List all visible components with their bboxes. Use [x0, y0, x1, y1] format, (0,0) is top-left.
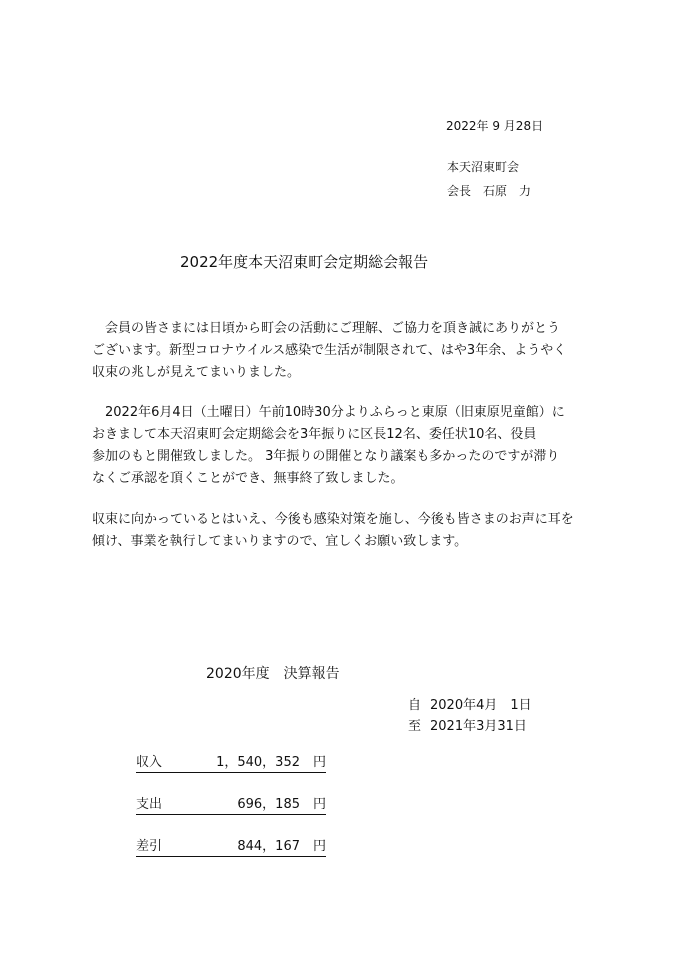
paragraph-line: 2022年6月4日（土曜日）午前10時30分よりふらっと東原（旧東原児童館）に: [92, 405, 565, 420]
income-row: [136, 754, 326, 773]
paragraph-line: 傾け、事業を執行してまいりますので、宜しくお願い致します。: [92, 534, 468, 549]
signatory: 会長 石原 力: [447, 184, 532, 198]
paragraph-closing: [92, 509, 572, 553]
balance-amount: 844，167 円: [237, 839, 326, 854]
period-to-date: 2021年3月31日: [430, 719, 527, 734]
balance-row: [136, 838, 326, 857]
paragraph-line: 参加のもと開催致しました。 3年振りの開催となり議案も多かったのですが滞り: [92, 449, 560, 464]
period-from-date: 2020年4月 1日: [430, 698, 532, 713]
income-label: 収入: [136, 755, 163, 770]
paragraph-line: 収束に向かっているとはいえ、今後も感染対策を施し、今後も皆さまのお声に耳を: [92, 512, 574, 527]
organization-name: 本天沼東町会: [447, 160, 520, 174]
report-title: 2022年度本天沼東町会定期総会報告: [180, 253, 429, 271]
paragraph-line: ございます。新型コロナウイルス感染で生活が制限されて、はや3年余、ようやく: [92, 343, 567, 358]
settlement-title: 2020年度 決算報告: [206, 666, 340, 682]
period-from: [408, 694, 532, 713]
expense-amount: 696，185 円: [237, 797, 326, 812]
period-from-label: 自: [408, 698, 422, 713]
period-to: [408, 715, 527, 734]
expense-label: 支出: [136, 797, 163, 812]
expense-row: [136, 796, 326, 815]
paragraph-line: おきまして本天沼東町会定期総会を3年振りに区長12名、委任状10名、役員: [92, 427, 537, 442]
paragraph-meeting: [92, 402, 572, 490]
period-to-label: 至: [408, 719, 422, 734]
balance-label: 差引: [136, 839, 163, 854]
paragraph-line: 収束の兆しが見えてまいりました。: [92, 365, 301, 380]
paragraph-line: なくご承認を頂くことができ、無事終了致しました。: [92, 471, 404, 486]
income-amount: 1，540，352 円: [216, 755, 326, 770]
paragraph-line: 会員の皆さまには日頃から町会の活動にご理解、ご協力を頂き誠にありがとう: [92, 321, 561, 336]
document-date: 2022年 9 月28日: [446, 119, 544, 133]
paragraph-greeting: [92, 318, 572, 384]
